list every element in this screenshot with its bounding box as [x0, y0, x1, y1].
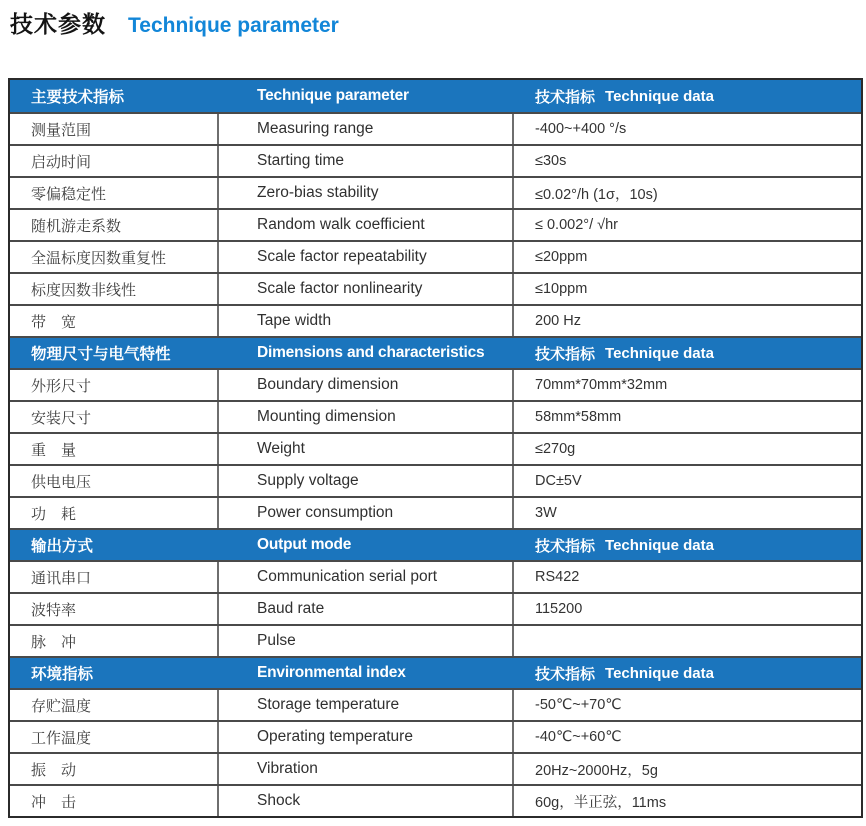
param-value: 115200 [535, 601, 583, 617]
param-name-zh: 功 耗 [10, 498, 219, 528]
section-header-en: Technique parameter [257, 87, 409, 104]
data-label-zh: 技术指标 [535, 345, 596, 363]
section-header-environmental [10, 656, 861, 688]
section-header-en: Dimensions and characteristics [257, 344, 485, 361]
param-value: 20Hz~2000Hz，5g [535, 762, 658, 779]
section-header-en: Environmental index [257, 664, 406, 681]
page-title [10, 6, 339, 39]
section-header-en: Output mode [257, 536, 352, 553]
data-label-zh: 技术指标 [535, 665, 596, 683]
param-value: ≤270g [535, 441, 576, 457]
table-row-supply-voltage [10, 464, 861, 496]
section-header-zh: 环境指标 [31, 666, 94, 683]
param-value: ≤30s [535, 153, 567, 169]
param-name-zh: 零偏稳定性 [10, 178, 219, 208]
param-name-en: Boundary dimension [219, 370, 514, 400]
table-row-operating-temperature [10, 720, 861, 752]
table-row-boundary-dimension [10, 368, 861, 400]
param-value: -40℃~+60℃ [535, 729, 622, 745]
param-name-zh: 标度因数非线性 [10, 274, 219, 304]
param-value: ≤0.02°/h (1σ，10s) [535, 186, 658, 203]
param-name-en: Supply voltage [219, 466, 514, 496]
param-name-zh: 冲 击 [10, 786, 219, 816]
param-name-en: Shock [219, 786, 514, 816]
param-value: 70mm*70mm*32mm [535, 377, 668, 393]
page-title-zh: 技术参数 [10, 11, 106, 37]
section-header-zh: 输出方式 [31, 538, 94, 555]
data-label-zh: 技术指标 [535, 537, 596, 555]
param-name-zh: 振 动 [10, 754, 219, 784]
param-name-en: Communication serial port [219, 562, 514, 592]
table-row-baud-rate [10, 592, 861, 624]
section-header-data-label [514, 80, 861, 112]
table-row-storage-temperature [10, 688, 861, 720]
section-header-data-label [514, 658, 861, 688]
table-row-shock [10, 784, 861, 816]
table-row-pulse [10, 624, 861, 656]
param-name-zh: 启动时间 [10, 146, 219, 176]
param-name-zh: 全温标度因数重复性 [10, 242, 219, 272]
data-label-en: Technique data [605, 536, 714, 554]
param-name-zh: 安装尺寸 [10, 402, 219, 432]
table-row-weight [10, 432, 861, 464]
param-name-en: Vibration [219, 754, 514, 784]
table-row-measuring-range [10, 112, 861, 144]
page-title-en: Technique parameter [128, 14, 339, 37]
param-name-en: Random walk coefficient [219, 210, 514, 240]
param-name-en: Operating temperature [219, 722, 514, 752]
param-name-zh: 重 量 [10, 434, 219, 464]
param-name-zh: 带 宽 [10, 306, 219, 336]
data-label-en: Technique data [605, 344, 714, 362]
param-name-zh: 工作温度 [10, 722, 219, 752]
param-name-zh: 外形尺寸 [10, 370, 219, 400]
table-row-serial-port [10, 560, 861, 592]
param-value [514, 626, 861, 656]
table-row-random-walk [10, 208, 861, 240]
param-name-zh: 存贮温度 [10, 690, 219, 720]
param-value: DC±5V [535, 473, 582, 489]
param-name-en: Storage temperature [219, 690, 514, 720]
spec-table [8, 78, 863, 818]
table-row-starting-time [10, 144, 861, 176]
param-name-en: Scale factor repeatability [219, 242, 514, 272]
table-row-tape-width [10, 304, 861, 336]
param-name-zh: 脉 冲 [10, 626, 219, 656]
param-name-en: Measuring range [219, 114, 514, 144]
table-row-scale-factor-repeatability [10, 240, 861, 272]
table-row-power-consumption [10, 496, 861, 528]
param-value: 3W [535, 505, 557, 521]
param-value: RS422 [535, 569, 580, 585]
param-name-en: Tape width [219, 306, 514, 336]
param-name-zh: 供电电压 [10, 466, 219, 496]
param-value: -50℃~+70℃ [535, 697, 622, 713]
param-name-en: Baud rate [219, 594, 514, 624]
data-label-zh: 技术指标 [535, 88, 596, 106]
param-value: -400~+400 °/s [535, 121, 627, 137]
data-label-en: Technique data [605, 664, 714, 682]
section-header-dimensions [10, 336, 861, 368]
param-name-en: Weight [219, 434, 514, 464]
section-header-main-specs [10, 80, 861, 112]
param-value: 58mm*58mm [535, 409, 622, 425]
param-name-zh: 通讯串口 [10, 562, 219, 592]
param-name-en: Mounting dimension [219, 402, 514, 432]
param-value: ≤20ppm [535, 249, 588, 265]
param-value: 200 Hz [535, 313, 581, 329]
param-name-en: Power consumption [219, 498, 514, 528]
section-header-data-label [514, 530, 861, 560]
table-row-scale-factor-nonlinearity [10, 272, 861, 304]
param-name-en: Zero-bias stability [219, 178, 514, 208]
param-name-zh: 随机游走系数 [10, 210, 219, 240]
param-name-zh: 波特率 [10, 594, 219, 624]
param-value: 60g，半正弦，11ms [535, 794, 667, 811]
param-name-en: Starting time [219, 146, 514, 176]
param-value: ≤ 0.002°/ √hr [535, 217, 618, 233]
data-label-en: Technique data [605, 87, 714, 105]
param-name-zh: 测量范围 [10, 114, 219, 144]
table-row-vibration [10, 752, 861, 784]
section-header-zh: 物理尺寸与电气特性 [31, 346, 171, 363]
param-name-en: Scale factor nonlinearity [219, 274, 514, 304]
section-header-output-mode [10, 528, 861, 560]
section-header-zh: 主要技术指标 [31, 89, 125, 106]
table-row-zero-bias-stability [10, 176, 861, 208]
param-name-en: Pulse [219, 626, 514, 656]
section-header-data-label [514, 338, 861, 368]
param-value: ≤10ppm [535, 281, 588, 297]
table-row-mounting-dimension [10, 400, 861, 432]
